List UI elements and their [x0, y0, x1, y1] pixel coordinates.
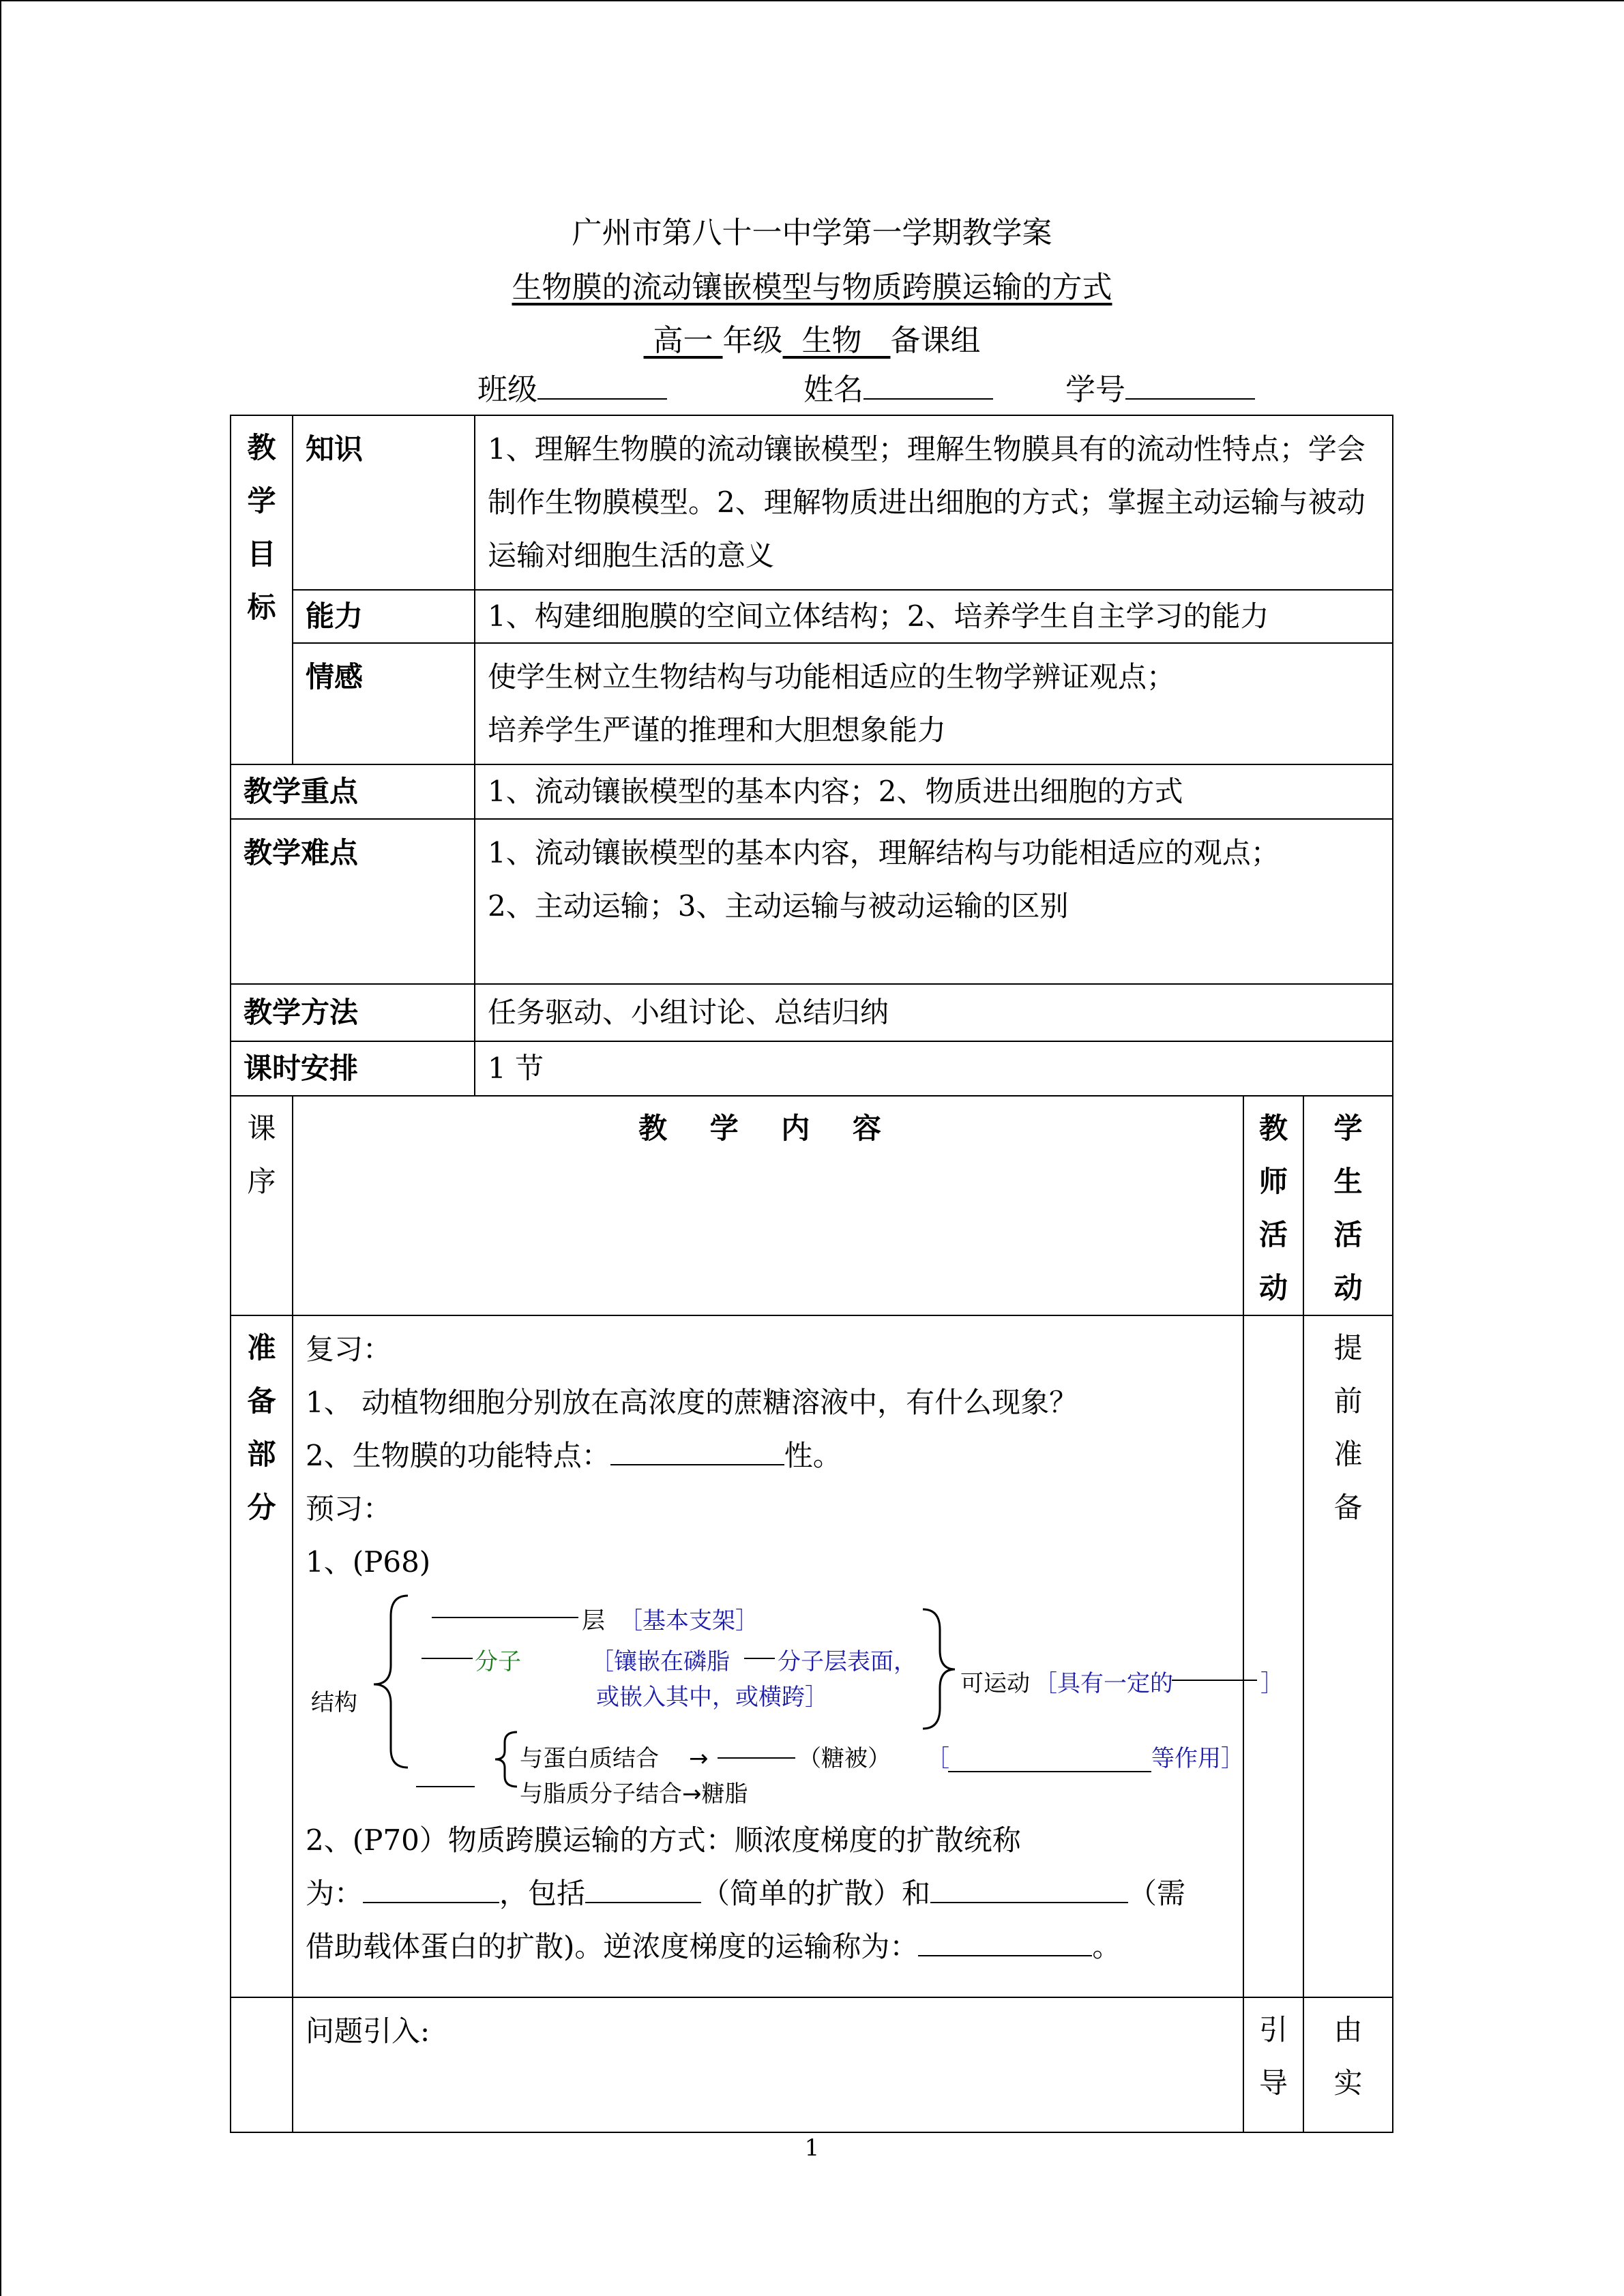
prep-student-activity: 提 前 准 备: [1303, 1315, 1393, 1997]
review-q1: 1、 动植物细胞分别放在高浓度的蔗糖溶液中，有什么现象？: [306, 1386, 1078, 1419]
embed-label-2: 分子层表面，: [778, 1648, 917, 1675]
prep-content: [293, 1315, 1284, 1997]
difficulties-text: 1、流动镶嵌模型的基本内容，理解结构与功能相适应的观点； 2、主动运输；3、主动运输与被动运输的区别: [475, 819, 1393, 984]
intro-content: 问题引入:: [293, 1997, 1243, 2132]
lesson-title: 生物膜的流动镶嵌模型与物质跨膜运输的方式: [512, 270, 1112, 305]
objectives-label: 教 学 目 标: [231, 415, 293, 764]
key-points-text: 1、流动镶嵌模型的基本内容；2、物质进出细胞的方式: [475, 764, 1393, 819]
knowledge-text: 1、理解生物膜的流动镶嵌模型；理解生物膜具有的流动性特点；学会制作生物膜模型。2、理解物质进出细胞的方式；掌握主动运输与被动运输对细胞生活的意义: [475, 415, 1393, 590]
knowledge-label: 知识: [293, 415, 475, 590]
prep-label: 准 备 部 分: [231, 1315, 293, 1997]
emotion-text: 使学生树立生物结构与功能相适应的生物学辨证观点； 培养学生严谨的推理和大胆想象能力: [475, 643, 1393, 764]
lipid-combo-label: 与脂质分子结合→糖脂: [520, 1780, 748, 1808]
schedule-row: [231, 1041, 1393, 1096]
function-label: 等作用］: [1151, 1745, 1244, 1772]
subject-value: 生物: [801, 323, 862, 358]
name-field: 姓名: [803, 365, 993, 408]
preview-p2-line1: 2、(P70）物质跨膜运输的方式：顺浓度梯度的扩散统称: [306, 1823, 1021, 1857]
layer-label: 层: [582, 1607, 605, 1635]
ability-label: 能力: [293, 590, 475, 643]
review-q2: 2、生物膜的功能特点： 性。: [306, 1439, 842, 1472]
emotion-label: 情感: [293, 643, 475, 764]
preview-p2-line3: 借助载体蛋白的扩散)。逆浓度梯度的运输称为： 。: [306, 1930, 1121, 1963]
page-number: 1: [804, 2134, 820, 2162]
basic-frame-label: ［基本支架］: [619, 1607, 758, 1635]
protein-combo-label: 与蛋白质结合: [520, 1745, 659, 1772]
fluidity-label-1: ［具有一定的: [1034, 1670, 1173, 1697]
review-label: 复习：: [306, 1332, 392, 1366]
difficulties-row: [231, 819, 1393, 984]
intro-order-cell: [231, 1997, 293, 2132]
embed-label-3: 或嵌入其中，或横跨］: [596, 1684, 828, 1711]
fluidity-label-2: ］: [1260, 1670, 1284, 1697]
methods-row: [231, 984, 1393, 1041]
group-label: 备课组: [890, 323, 981, 358]
key-points-row: [231, 764, 1393, 819]
preview-label: 预习：: [306, 1492, 392, 1525]
difficulties-label: 教学难点: [231, 819, 475, 984]
membrane-structure-diagram: [306, 1589, 1284, 1814]
student-activity-header: 学 生 活 动: [1303, 1096, 1393, 1315]
preview-p2-line2: 为： ，包括 （简单的扩散）和 （需: [306, 1877, 1186, 1910]
glycocalyx-label: （糖被）: [798, 1745, 891, 1772]
key-points-label: 教学重点: [231, 764, 475, 819]
structure-label: 结构: [311, 1689, 357, 1716]
content-header: 教 学 内 容: [293, 1096, 1243, 1315]
intro-student-activity: 由 实: [1303, 1997, 1393, 2132]
embed-label-1: ［镶嵌在磷脂: [591, 1648, 730, 1675]
molecule-label: 分子: [475, 1648, 521, 1675]
content-header-row: [231, 1096, 1393, 1315]
grade-value: 高一: [653, 323, 713, 358]
methods-label: 教学方法: [231, 984, 475, 1041]
intro-teacher-activity: 引 导: [1243, 1997, 1303, 2132]
arrow-label: →: [689, 1745, 709, 1772]
grade-subject-line: [0, 316, 1624, 359]
grade-label: 年级: [722, 323, 783, 358]
preview-p1: 1、(P68): [306, 1545, 431, 1579]
order-header: 课 序: [231, 1096, 293, 1315]
prep-section-row: [231, 1315, 1393, 1997]
ability-text: 1、构建细胞膜的空间立体结构；2、培养学生自主学习的能力: [475, 590, 1393, 643]
school-title: 广州市第八十一中学第一学期教学案: [572, 215, 1052, 250]
objectives-emotion-row: [231, 643, 1393, 764]
schedule-label: 课时安排: [231, 1041, 475, 1096]
movable-label: 可运动: [960, 1670, 1030, 1697]
class-field: 班级: [477, 365, 667, 408]
objectives-knowledge-row: [231, 415, 1393, 590]
teacher-activity-header: 教 师 活 动: [1243, 1096, 1303, 1315]
bracket-open-label: ［: [926, 1745, 949, 1772]
objectives-ability-row: [231, 590, 1393, 643]
methods-text: 任务驱动、小组讨论、总结归纳: [475, 984, 1393, 1041]
intro-section-row: [231, 1997, 1393, 2132]
schedule-text: 1 节: [475, 1041, 1393, 1096]
student-id-field: 学号: [1065, 365, 1255, 408]
lesson-plan-table: [230, 415, 1393, 2133]
